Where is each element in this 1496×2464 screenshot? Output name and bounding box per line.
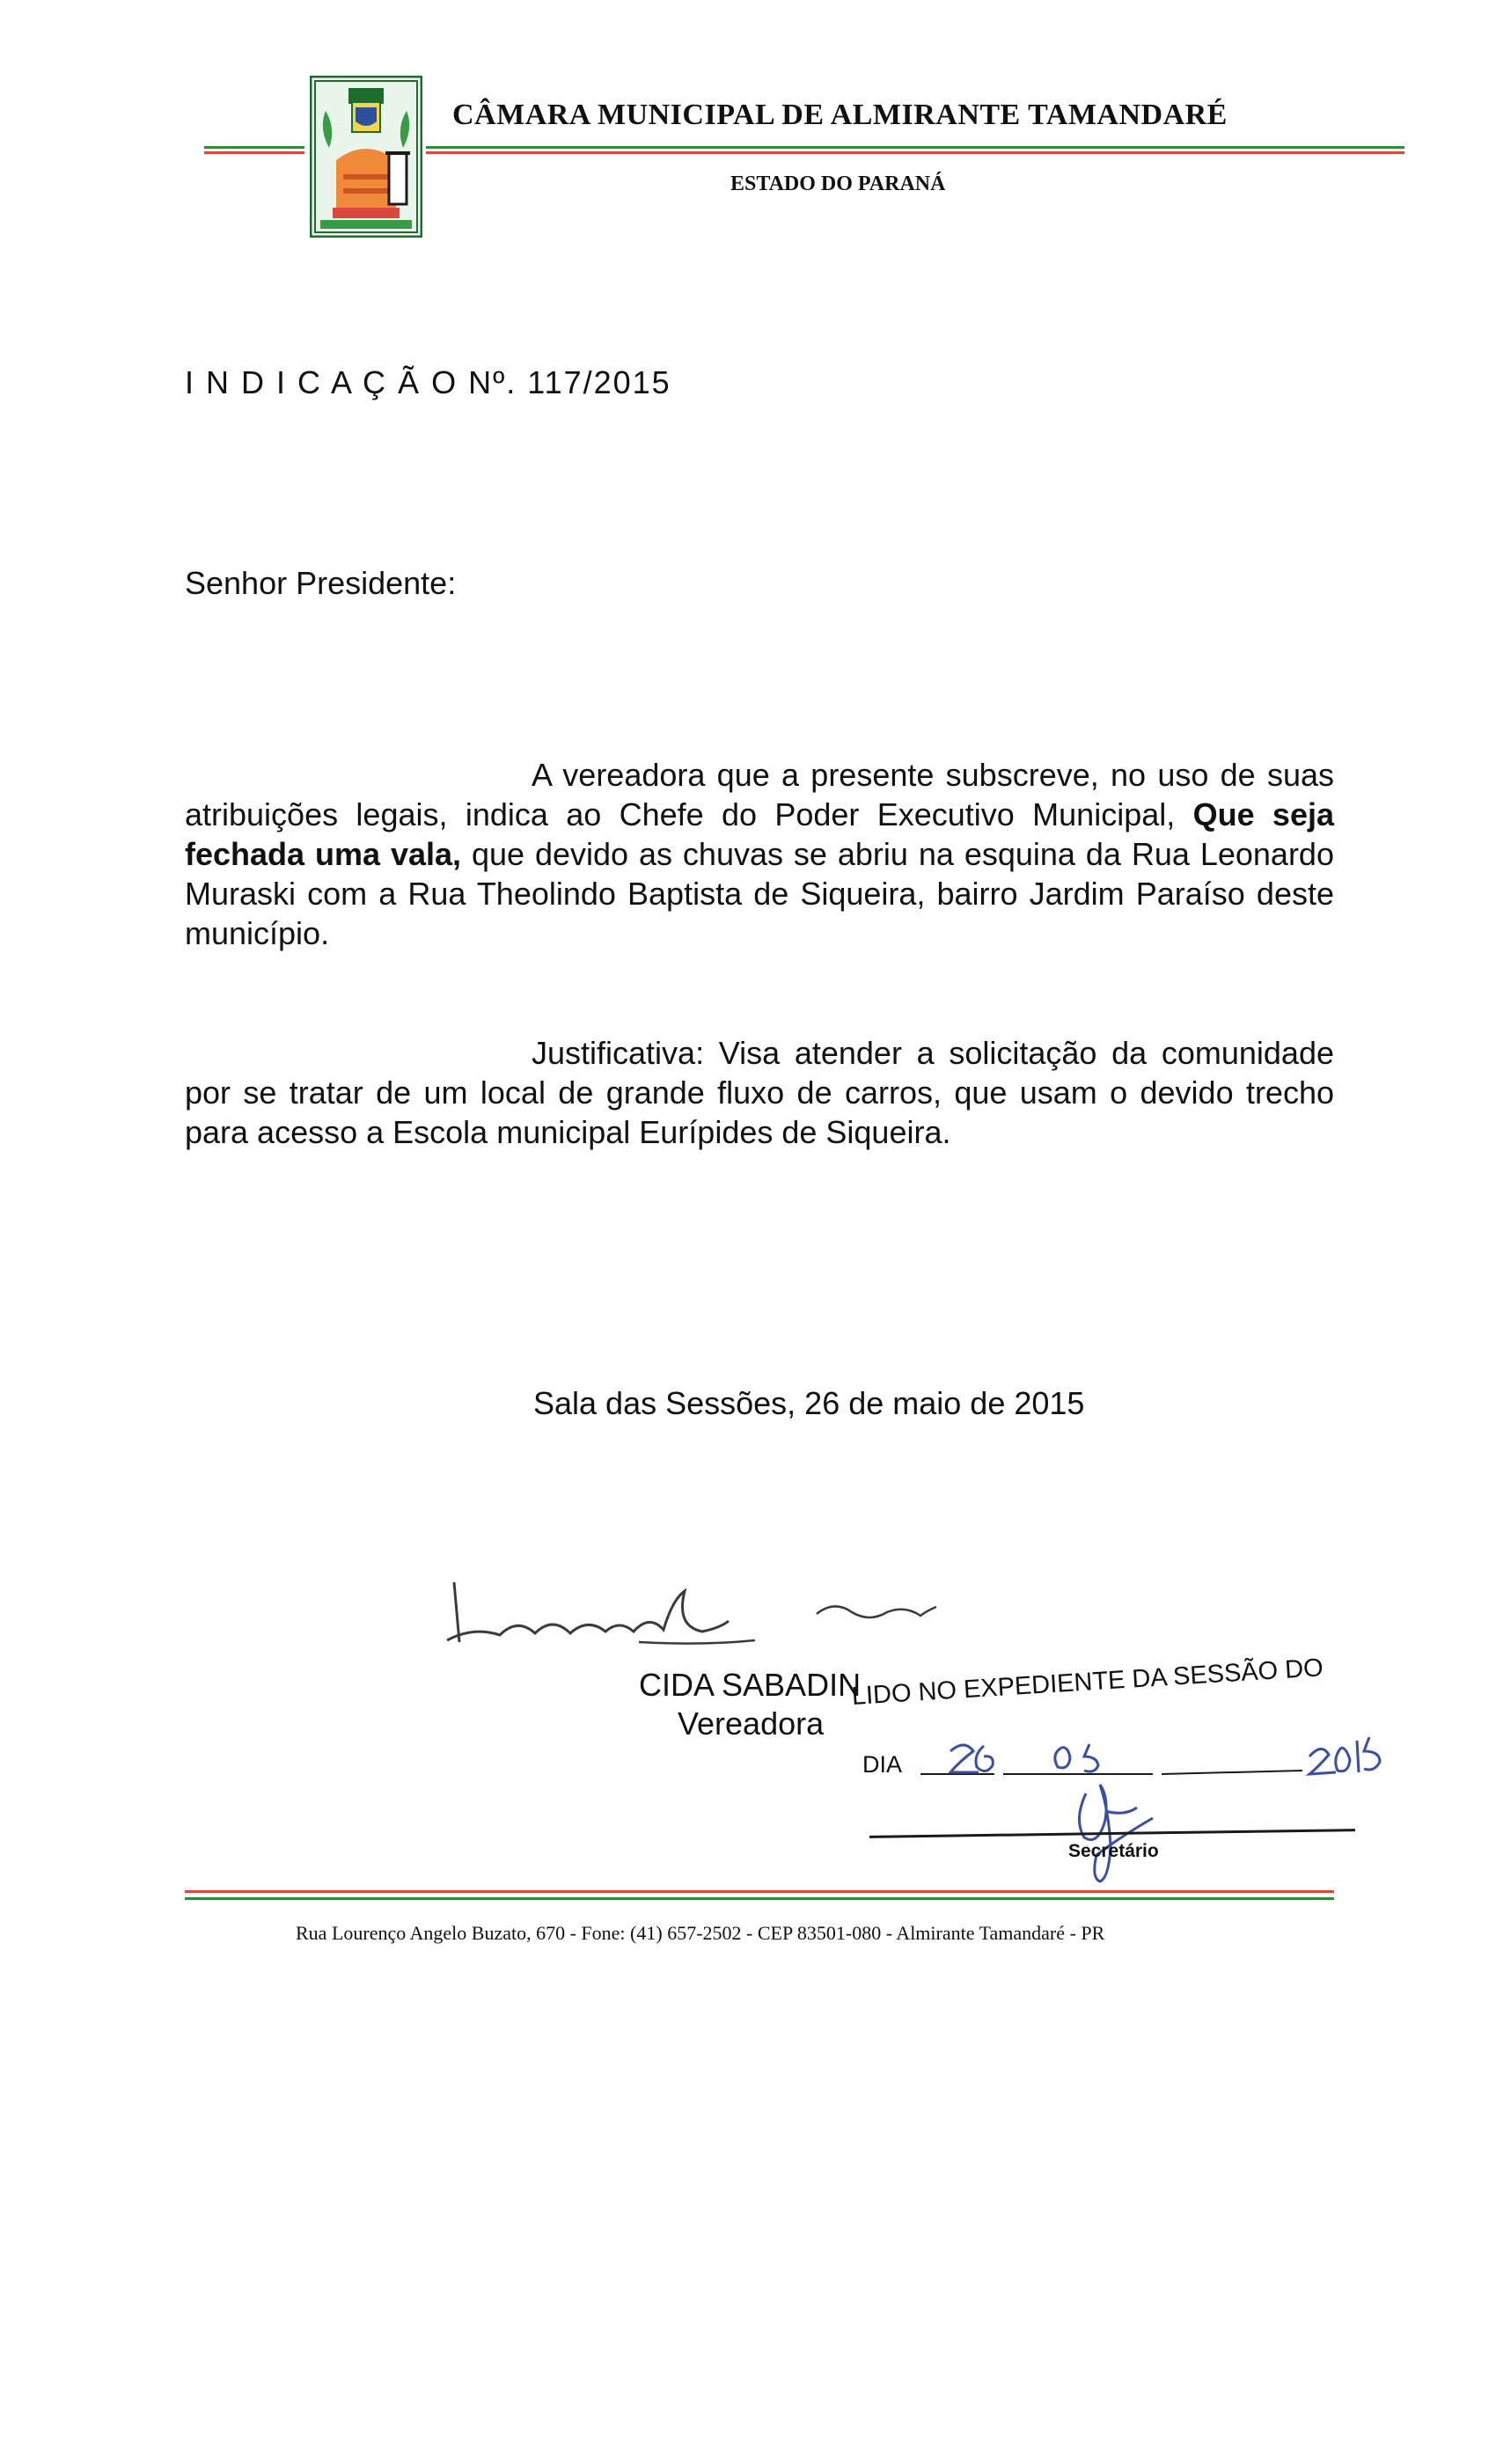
signer-name: CIDA SABADIN (639, 1667, 862, 1703)
stamp-secretary-caption: Secretário (1068, 1841, 1159, 1861)
header-red-rule (204, 151, 304, 154)
paragraph-text-start: A vereadora que a presente subscreve, no uso de suas atribuições legais, indica ao Chefe do Poder Executivo Municipal, (185, 757, 1334, 832)
stamp-day-label: DIA (862, 1751, 903, 1778)
closing-date-line: Sala das Sessões, 26 de maio de 2015 (533, 1385, 1085, 1421)
justification-paragraph: Justificativa: Visa atender a solicitação da comunidade por se tratar de um local de grande fluxo de carros, que usam o devido trecho para acesso a Escola municipal Eurípides de Siqueira. (185, 1035, 1334, 1150)
document-number: I N D I C A Ç Ã O Nº. 117/2015 (185, 364, 671, 400)
stamp-handwritten-date-and-initials (889, 1705, 1417, 1890)
paragraph-text-end: que devido as chuvas se abriu na esquina da Rua Leonardo Muraski com a Rua Theolindo Baptista de Siqueira, bairro Jardim Paraíso deste município. (185, 836, 1334, 951)
institution-title: CÂMARA MUNICIPAL DE ALMIRANTE TAMANDARÉ (452, 99, 1228, 131)
header-green-rule-right (426, 146, 1404, 149)
salutation: Senhor Presidente: (185, 565, 457, 601)
handwritten-signature (438, 1565, 1001, 1653)
state-subtitle: ESTADO DO PARANÁ (730, 172, 946, 195)
footer-green-rule (185, 1897, 1334, 1900)
footer-red-rule (185, 1890, 1334, 1893)
stamp-read-session: LIDO NO EXPEDIENTE DA SESSÃO DO (850, 1654, 1324, 1711)
header-green-rule (204, 146, 304, 149)
main-paragraph (185, 755, 1334, 953)
paragraph-bold-request: Que seja fechada uma vala, (185, 796, 1334, 872)
footer-address: Rua Lourenço Angelo Buzato, 670 - Fone: (41) 657-2502 - CEP 83501-080 - Almirante Tamandaré - PR (296, 1922, 1105, 1944)
header-red-rule-right (426, 151, 1404, 154)
signer-role: Vereadora (678, 1705, 825, 1742)
municipal-crest-logo (310, 76, 422, 238)
